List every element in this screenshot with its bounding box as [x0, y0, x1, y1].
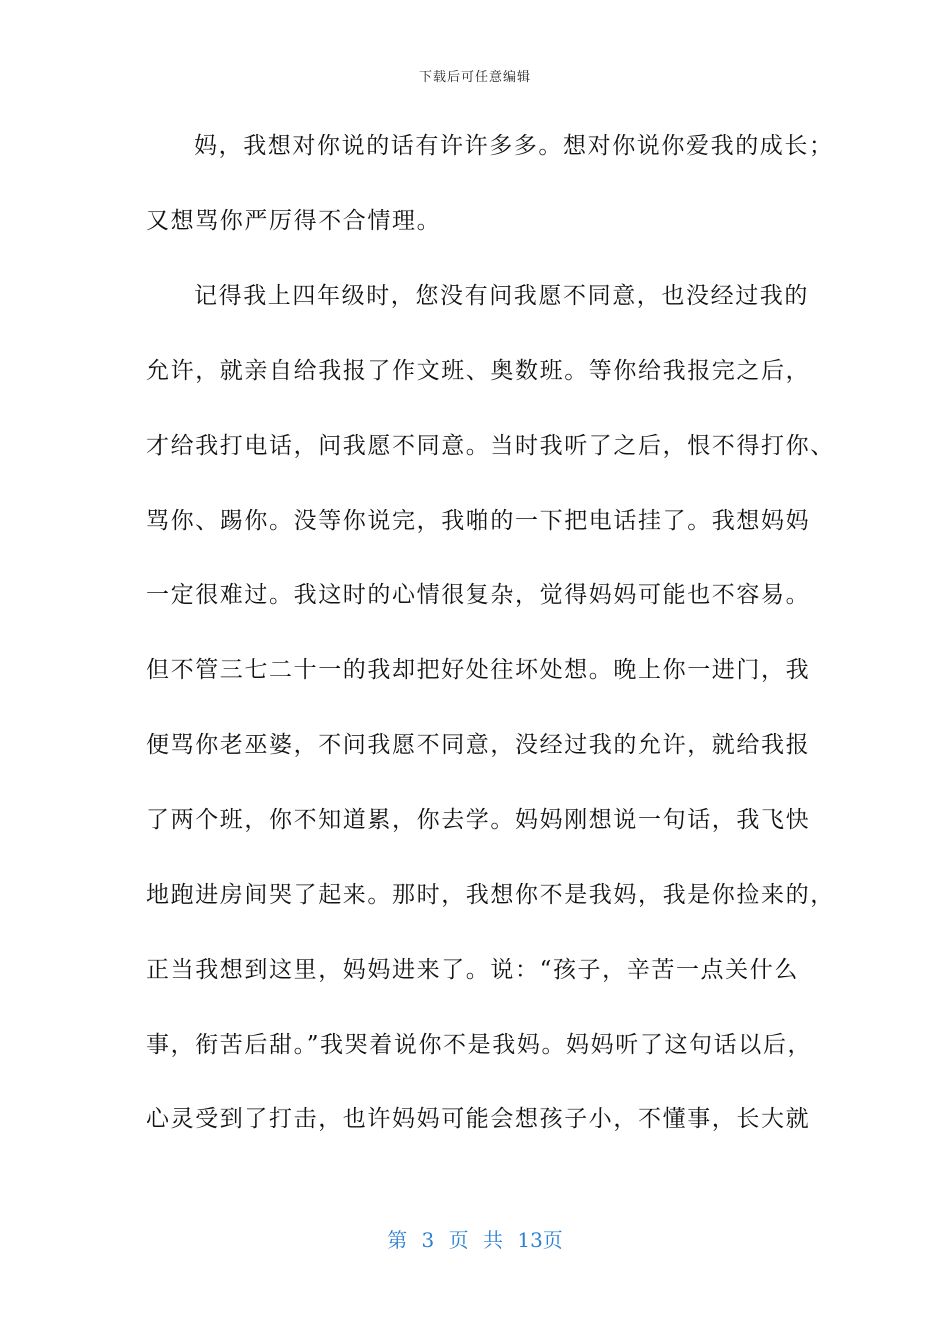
- paragraph-2-line-4: 骂你、踢你。没等你说完，我啪的一下把电话挂了。我想妈妈: [146, 508, 811, 534]
- paragraph-2-line-5: 一定很难过。我这时的心情很复杂，觉得妈妈可能也不容易。: [146, 582, 811, 608]
- paragraph-2-line-6: 但不管三七二十一的我却把好处往坏处想。晚上你一进门，我: [146, 657, 811, 683]
- paragraph-2-line-7: 便骂你老巫婆，不问我愿不同意，没经过我的允许，就给我报: [146, 732, 811, 758]
- paragraph-2-line-2: 允许，就亲自给我报了作文班、奥数班。等你给我报完之后，: [146, 358, 811, 384]
- paragraph-2-line-10: 正当我想到这里，妈妈进来了。说：“孩子，辛苦一点关什么: [146, 957, 799, 983]
- page-header: 下载后可任意编辑: [418, 70, 531, 85]
- paragraph-2-line-11: 事，衔苦后甜。”我哭着说你不是我妈。妈妈听了这句话以后，: [146, 1032, 813, 1058]
- paragraph-2-line-8: 了两个班，你不知道累，你去学。妈妈刚想说一句话，我飞快: [146, 807, 811, 833]
- page-footer: 第 3 页 共 13页: [387, 1228, 563, 1252]
- paragraph-2-line-1: 记得我上四年级时，您没有问我愿不同意，也没经过我的: [194, 283, 809, 309]
- paragraph-1-line-1: 妈，我想对你说的话有许许多多。想对你说你爱我的成长；: [194, 133, 834, 159]
- paragraph-2-line-12: 心灵受到了打击，也许妈妈可能会想孩子小，不懂事，长大就: [146, 1106, 811, 1132]
- paragraph-1-line-2: 又想骂你严厉得不合情理。: [146, 208, 442, 234]
- paragraph-2-line-9: 地跑进房间哭了起来。那时，我想你不是我妈，我是你捡来的，: [146, 882, 835, 908]
- paragraph-2-line-3: 才给我打电话，问我愿不同意。当时我听了之后，恨不得打你、: [146, 433, 835, 459]
